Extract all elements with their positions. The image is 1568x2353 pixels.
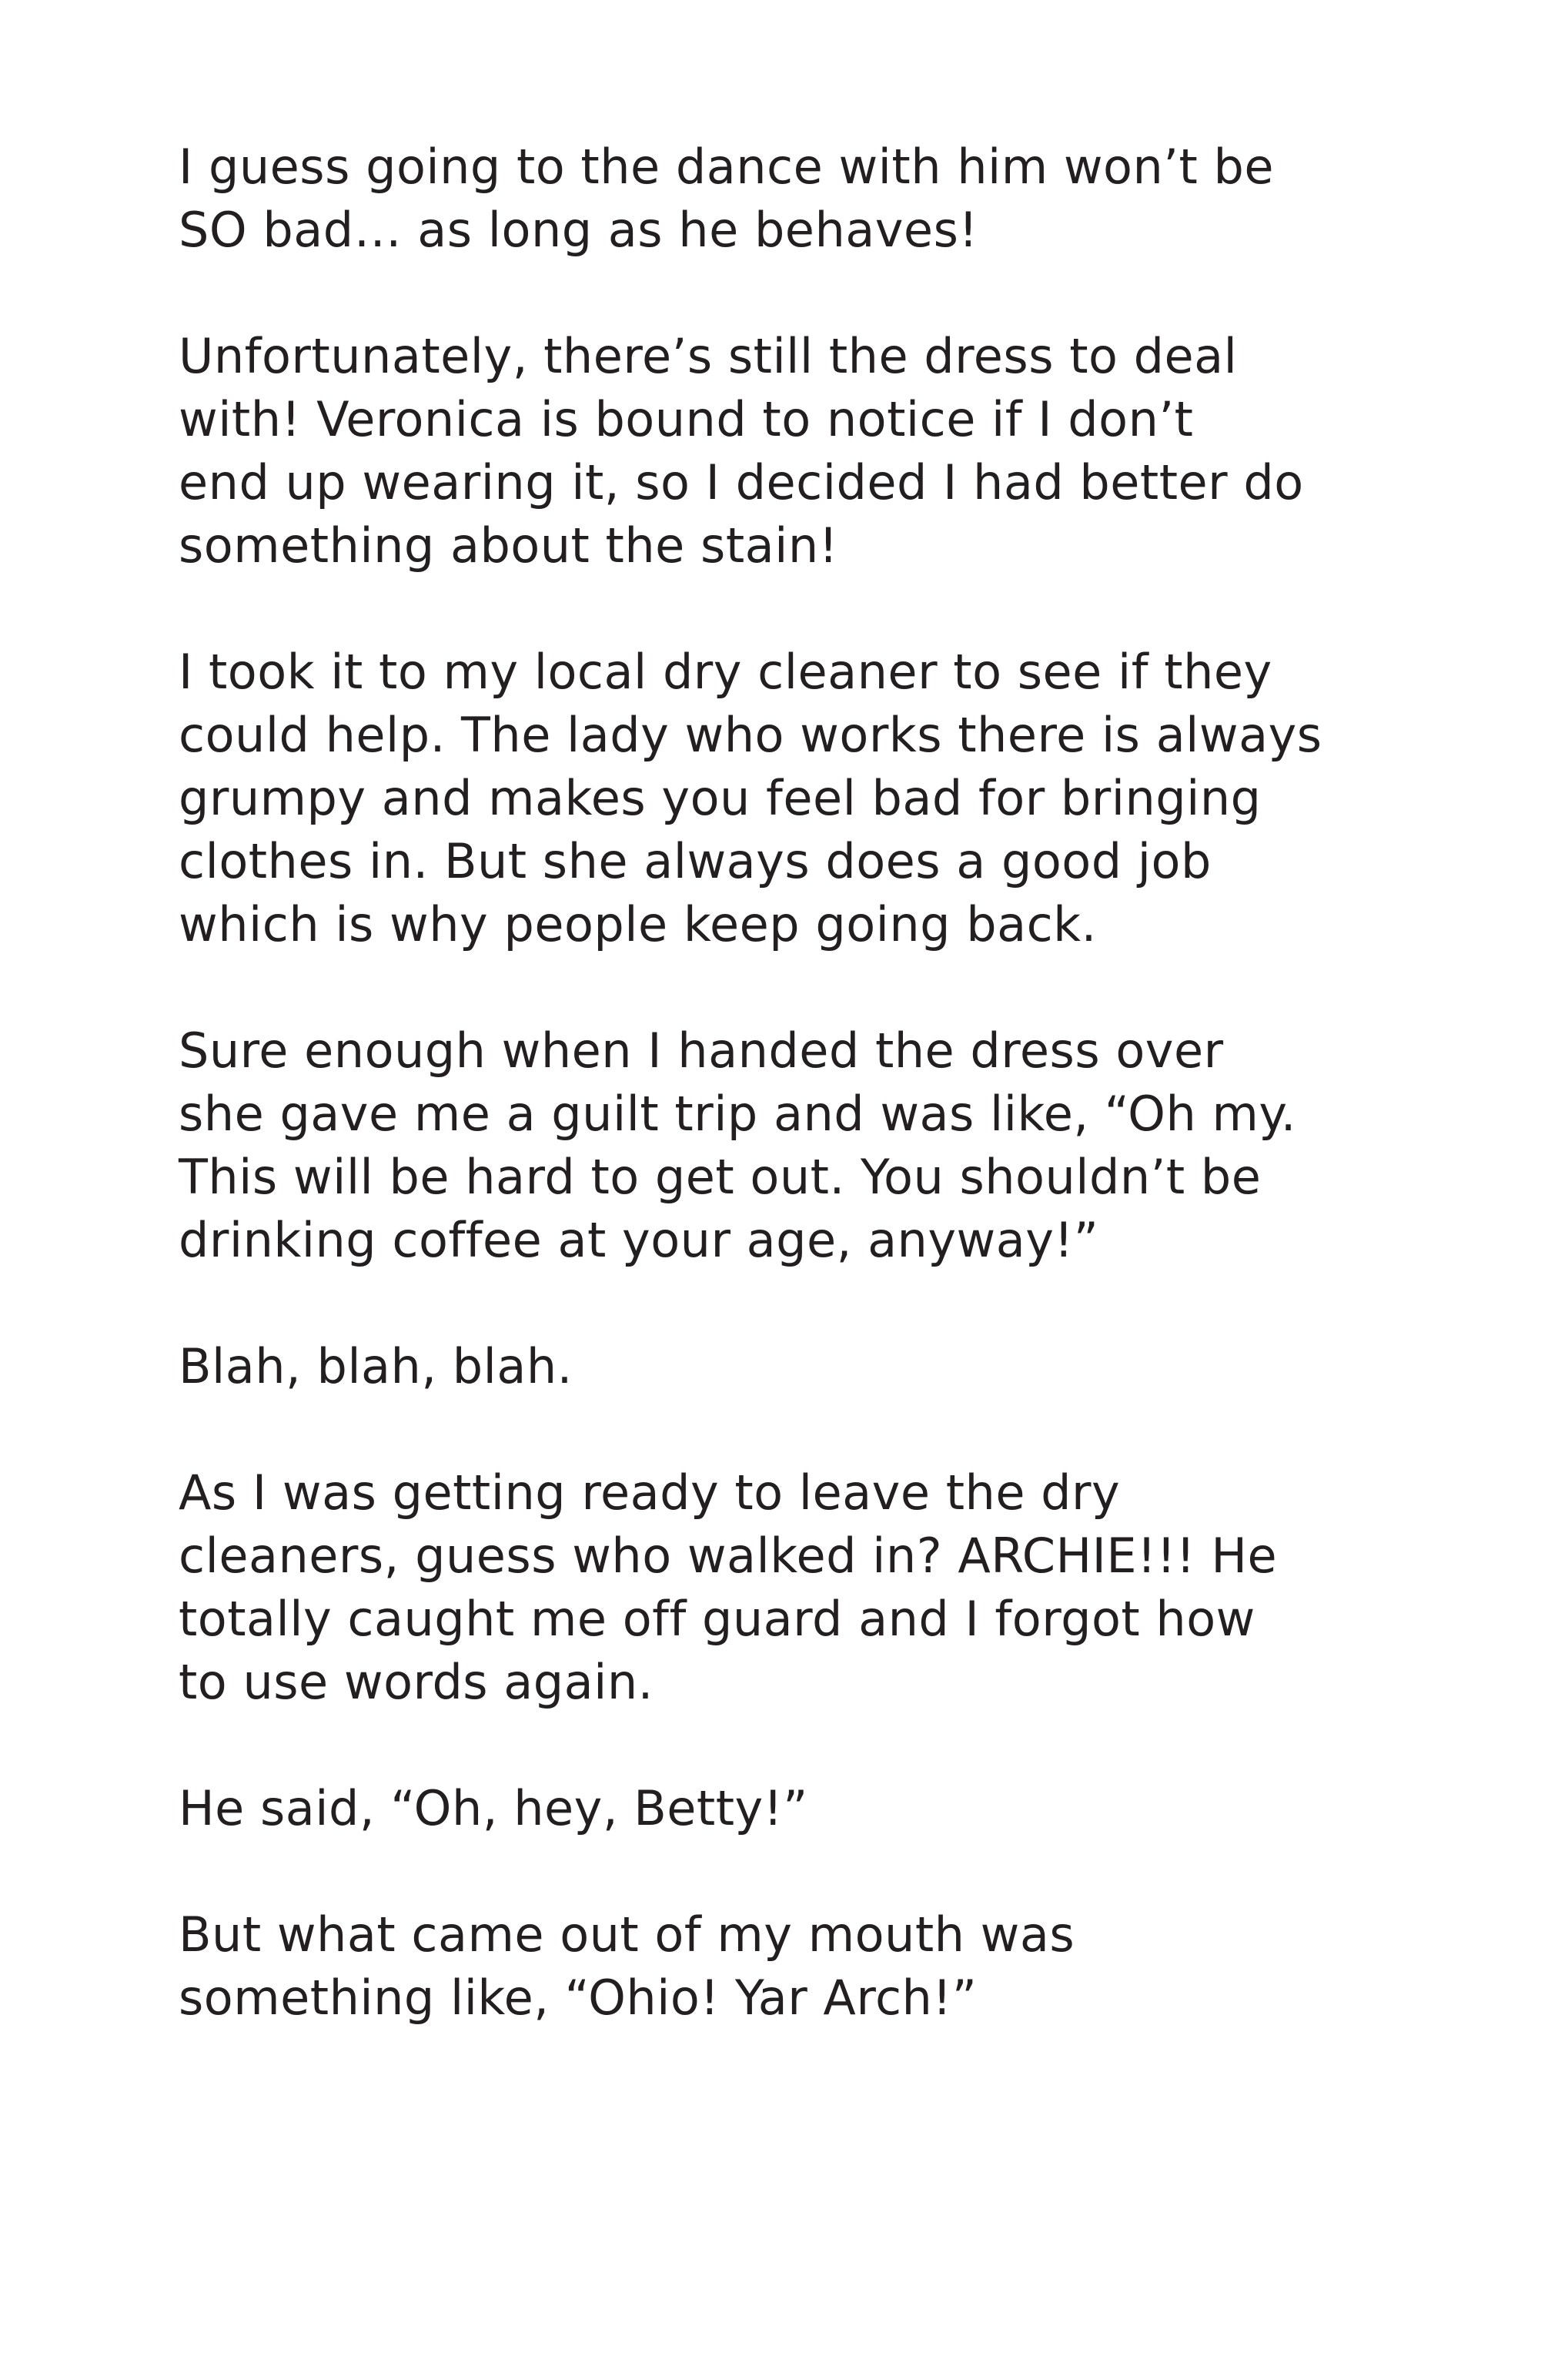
body-text: [179, 136, 1503, 2093]
text-line: Sure enough when I handed the dress over: [179, 1023, 1224, 1079]
text-line: to use words again.: [179, 1654, 654, 1710]
text-line: which is why people keep going back.: [179, 896, 1097, 952]
text-line: This will be hard to get out. You shouldn’t be: [179, 1149, 1262, 1205]
text-line: something about the stain!: [179, 517, 838, 574]
text-line: grumpy and makes you feel bad for bringing: [179, 770, 1262, 826]
paragraph-4: [179, 1019, 1503, 1272]
text-line: Blah, blah, blah.: [179, 1338, 573, 1394]
text-line: something like, “Ohio! Yar Arch!”: [179, 1970, 978, 2026]
text-line: cleaners, guess who walked in? ARCHIE!!! He: [179, 1528, 1278, 1584]
text-line: As I was getting ready to leave the dry: [179, 1464, 1121, 1521]
text-line: I took it to my local dry cleaner to see if they: [179, 644, 1272, 700]
text-line: clothes in. But she always does a good job: [179, 833, 1212, 889]
text-line: I guess going to the dance with him won’t be: [179, 139, 1274, 195]
text-line: But what came out of my mouth was: [179, 1906, 1075, 1963]
paragraph-1: [179, 136, 1503, 262]
paragraph-5: [179, 1335, 1503, 1398]
text-line: Unfortunately, there’s still the dress to deal: [179, 328, 1238, 384]
paragraph-6: [179, 1461, 1503, 1714]
text-line: end up wearing it, so I decided I had better do: [179, 454, 1304, 510]
paragraph-7: [179, 1777, 1503, 1840]
text-line: with! Veronica is bound to notice if I don’t: [179, 391, 1194, 447]
text-line: drinking coffee at your age, anyway!”: [179, 1212, 1099, 1268]
text-line: could help. The lady who works there is always: [179, 707, 1322, 763]
text-line: she gave me a guilt trip and was like, “Oh my.: [179, 1086, 1296, 1142]
text-line: totally caught me off guard and I forgot how: [179, 1591, 1255, 1647]
text-line: SO bad… as long as he behaves!: [179, 202, 978, 258]
paragraph-3: [179, 641, 1503, 956]
paragraph-8: [179, 1903, 1503, 2030]
text-line: He said, “Oh, hey, Betty!”: [179, 1780, 808, 1836]
paragraph-2: [179, 325, 1503, 577]
